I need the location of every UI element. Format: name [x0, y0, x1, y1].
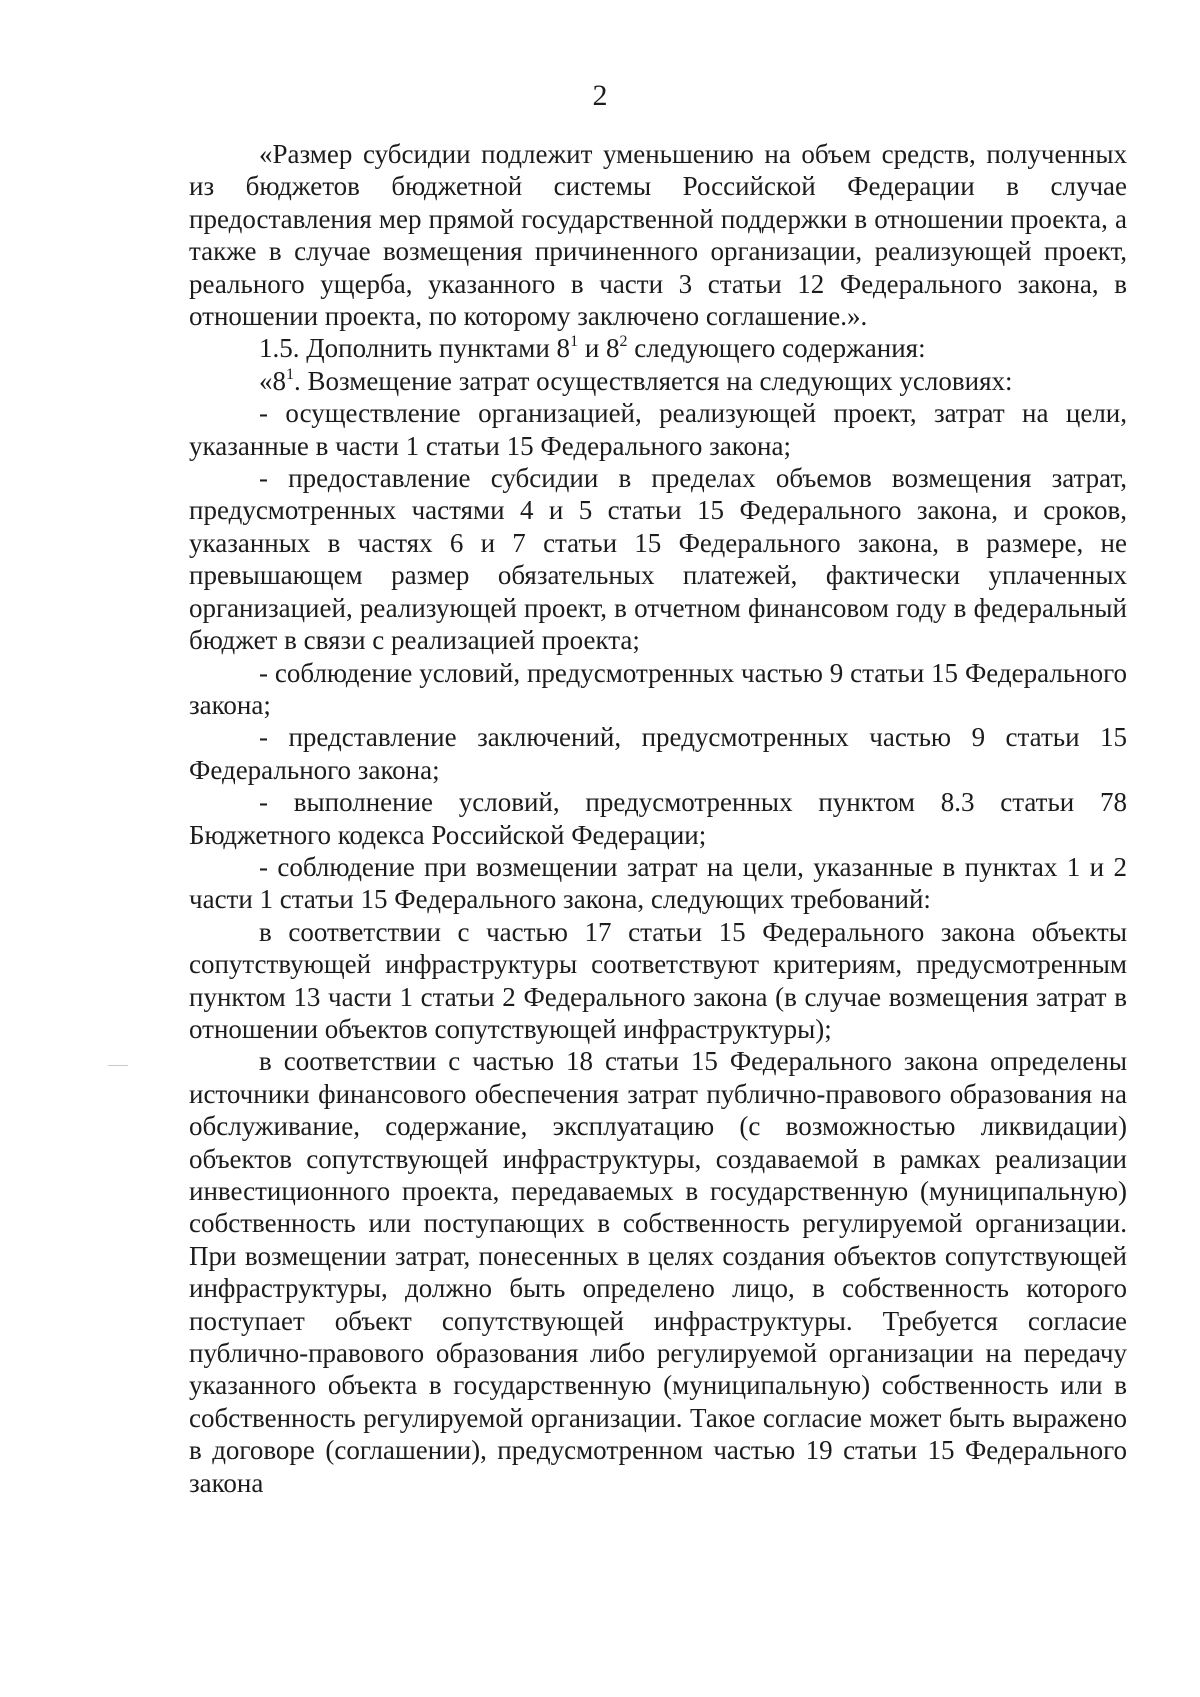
paragraph-item-1-5 [189, 332, 1127, 364]
item-1-5-superscript-1: 1 [570, 333, 579, 351]
paragraph-subsidy-reduction: «Размер субсидии подлежит уменьшению на объем средств, полученных из бюджетов бюджетной системы Российской Федерации в случае предоставления мер прямой государственной поддержки в отношении проекта, а также в случае возмещения причиненного организации, реализующей проект, реального ущерба, указанного в части 3 статьи 12 Федерального закона, в отношении проекта, по которому заключено соглашение.». [189, 139, 1127, 332]
item-8-1-superscript: 1 [286, 365, 294, 383]
requirement-part-18: в соответствии с частью 18 статьи 15 Федерального закона определены источники финансового обеспечения затрат публично-правового образования на обслуживание, содержание, эксплуатацию (с возможностью ликвидации) объектов сопутствующей инфраструктуры, создаваемой в рамках реализации инвестиционного проекта, передаваемых в государственную (муниципальную) собственность или поступающих в собственность регулируемой организации. При возмещении затрат, понесенных в целях создания объектов сопутствующей инфраструктуры, должно быть определено лицо, в собственность которого поступает объект сопутствующей инфраструктуры. Требуется согласие публично-правового образования либо регулируемой организации на передачу указанного объекта в государственную (муниципальную) собственность или в собственность регулируемой организации. Такое согласие может быть выражено в договоре (соглашении), предусмотренном частью 19 статьи 15 Федерального закона [189, 1046, 1127, 1498]
condition-conclusions-part-9: - представление заключений, предусмотренных частью 9 статьи 15 Федерального закона; [189, 722, 1127, 785]
item-1-5-text-after: следующего содержания: [627, 333, 926, 364]
condition-compliance-part-9: - соблюдение условий, предусмотренных частью 9 статьи 15 Федерального закона; [189, 657, 1127, 720]
scan-mark [108, 1065, 128, 1066]
paragraph-item-8-1 [189, 365, 1127, 397]
condition-budget-code-8-3: - выполнение условий, предусмотренных пунктом 8.3 статьи 78 Бюджетного кодекса Российской Федерации; [189, 787, 1127, 850]
item-1-5-text-middle: и 8 [578, 333, 620, 364]
document-body [189, 138, 1127, 1499]
condition-subsidy-limits: - предоставление субсидии в пределах объемов возмещения затрат, предусмотренных частями 4 и 5 статьи 15 Федерального закона, и сроков, указанных в частях 6 и 7 статьи 15 Федерального закона, в размере, не превышающем размер обязательных платежей, фактически уплаченных организацией, реализующей проект, в отчетном финансовом году в федеральный бюджет в связи с реализацией проекта; [189, 463, 1127, 656]
item-8-1-text-after: . Возмещение затрат осуществляется на следующих условиях: [294, 365, 1013, 396]
condition-requirements-intro: - соблюдение при возмещении затрат на цели, указанные в пунктах 1 и 2 части 1 статьи 15 Федерального закона, следующих требований: [189, 851, 1127, 915]
condition-costs-incurred: - осуществление организацией, реализующей проект, затрат на цели, указанные в части 1 статьи 15 Федерального закона; [189, 398, 1127, 461]
item-1-5-superscript-2: 2 [619, 333, 628, 351]
page-number: 2 [592, 79, 608, 112]
item-1-5-text-before: 1.5. Дополнить пунктами 8 [259, 333, 571, 364]
requirement-part-17: в соответствии с частью 17 статьи 15 Федерального закона объекты сопутствующей инфраструктуры соответствуют критериям, предусмотренным пунктом 13 части 1 статьи 2 Федерального закона (в случае возмещения затрат в отношении объектов сопутствующей инфраструктуры); [189, 916, 1127, 1044]
item-8-1-text-before: «8 [259, 365, 286, 396]
